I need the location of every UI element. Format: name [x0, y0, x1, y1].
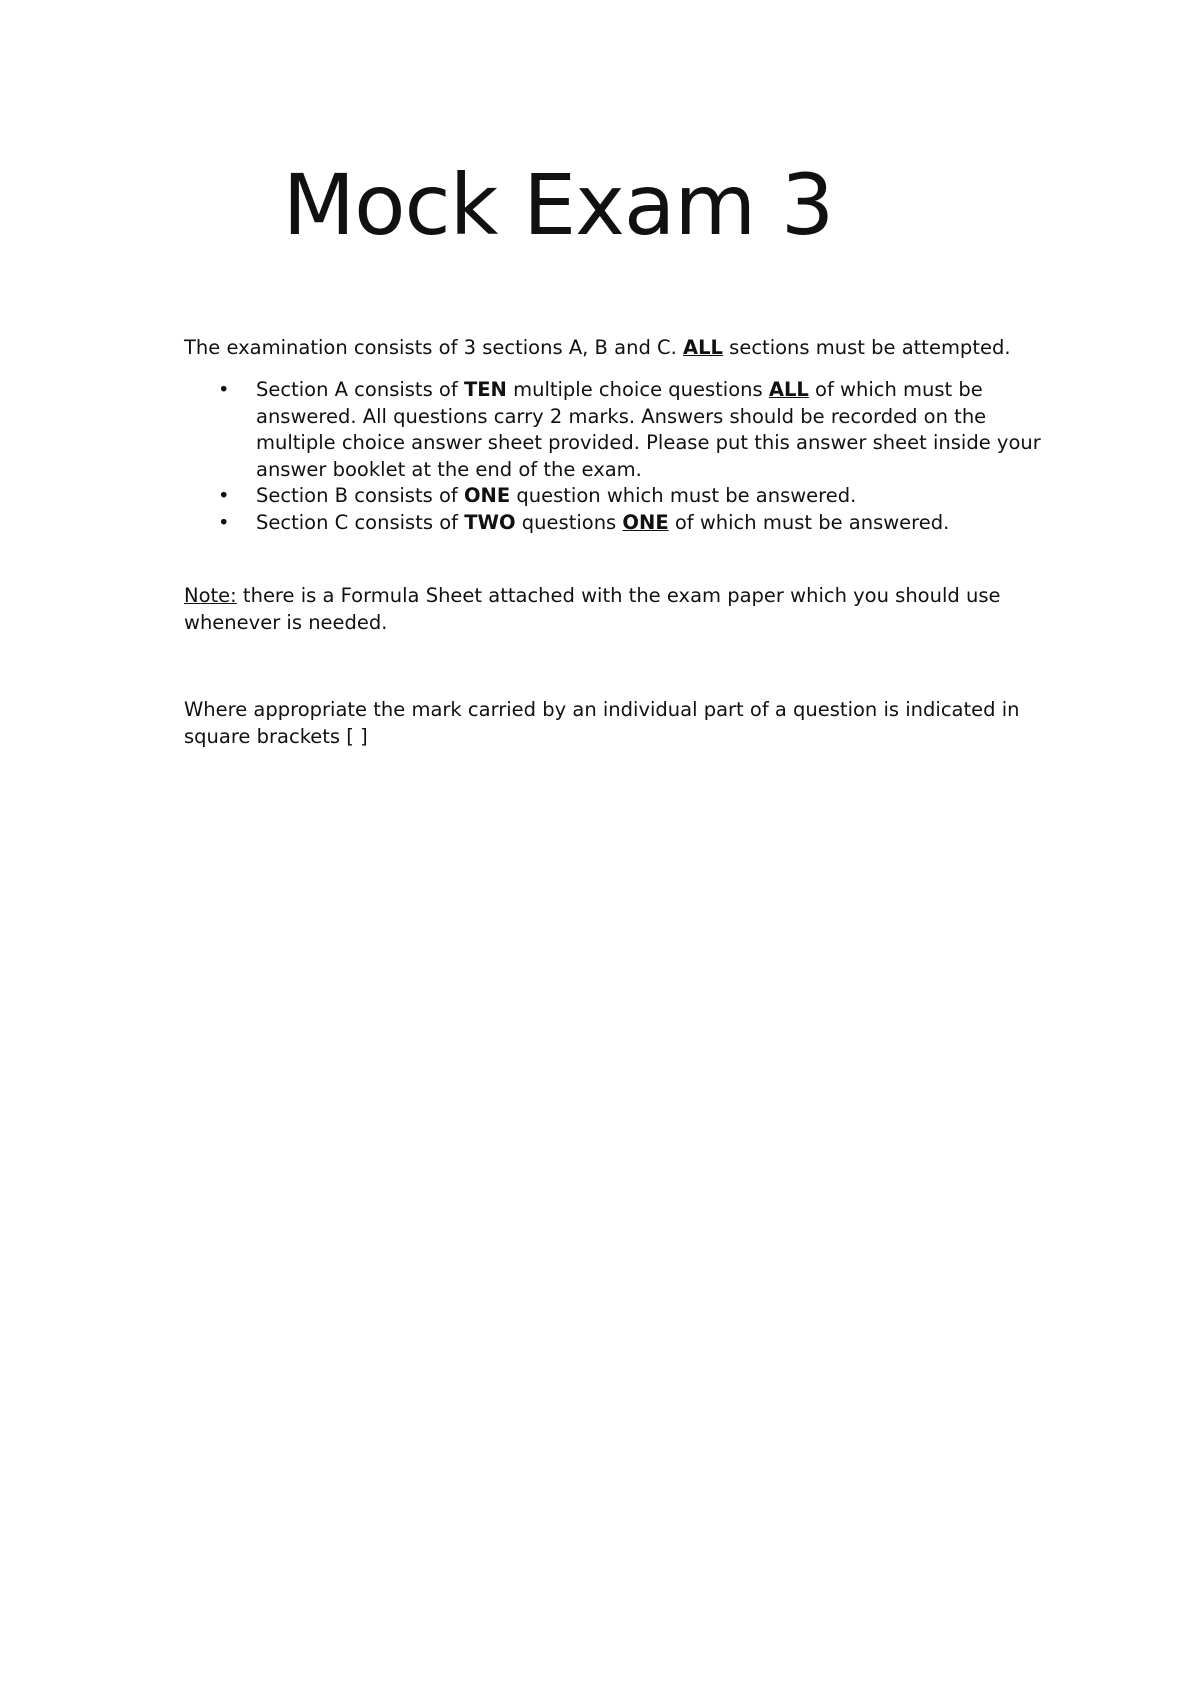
section-b-text-1: Section B consists of: [256, 484, 464, 507]
section-a-emphasis: ALL: [768, 378, 809, 401]
section-b-count: ONE: [463, 484, 511, 507]
section-a-count: TEN: [463, 378, 507, 401]
section-list: [184, 377, 1044, 536]
marks-info-paragraph: Where appropriate the mark carried by an individual part of a question is indicated in square brackets [ ]: [184, 698, 1020, 748]
bullet-dot-icon: •: [218, 510, 230, 534]
intro-paragraph: [184, 335, 1044, 362]
section-c-item: [184, 510, 1044, 537]
section-a-text-3: of which must be answered. All questions carry 2 marks. Answers should be recorded on the multiple choice answer sheet provided. Please put this answer sheet inside your answer booklet at the end of the exam.: [256, 378, 1041, 481]
section-c-text-2: questions: [515, 510, 623, 534]
section-c-emphasis: ONE: [622, 510, 669, 534]
bullet-dot-icon: •: [218, 378, 230, 401]
section-a-item: [184, 377, 1044, 483]
section-a-text-1: Section A consists of: [256, 378, 464, 401]
section-b-item: [184, 483, 1044, 510]
note-text: there is a Formula Sheet attached with the exam paper which you should use whenever is needed.: [184, 584, 1001, 634]
section-a-text-2: multiple choice questions: [506, 378, 769, 401]
section-c-count: TWO: [464, 510, 516, 534]
section-c-text-1: Section C consists of: [256, 510, 465, 534]
bullet-dot-icon: •: [218, 484, 230, 507]
section-c-text-3: of which must be answered.: [668, 510, 950, 534]
section-b-text-2: question which must be answered.: [510, 484, 857, 507]
note-paragraph: [184, 583, 1044, 636]
page-title: Mock Exam 3: [282, 156, 834, 254]
note-label: Note:: [184, 584, 237, 607]
intro-emphasis: ALL: [683, 336, 723, 359]
intro-text-end: sections must be attempted.: [722, 336, 1011, 359]
intro-text-start: The examination consists of 3 sections A, B and C.: [184, 336, 684, 359]
